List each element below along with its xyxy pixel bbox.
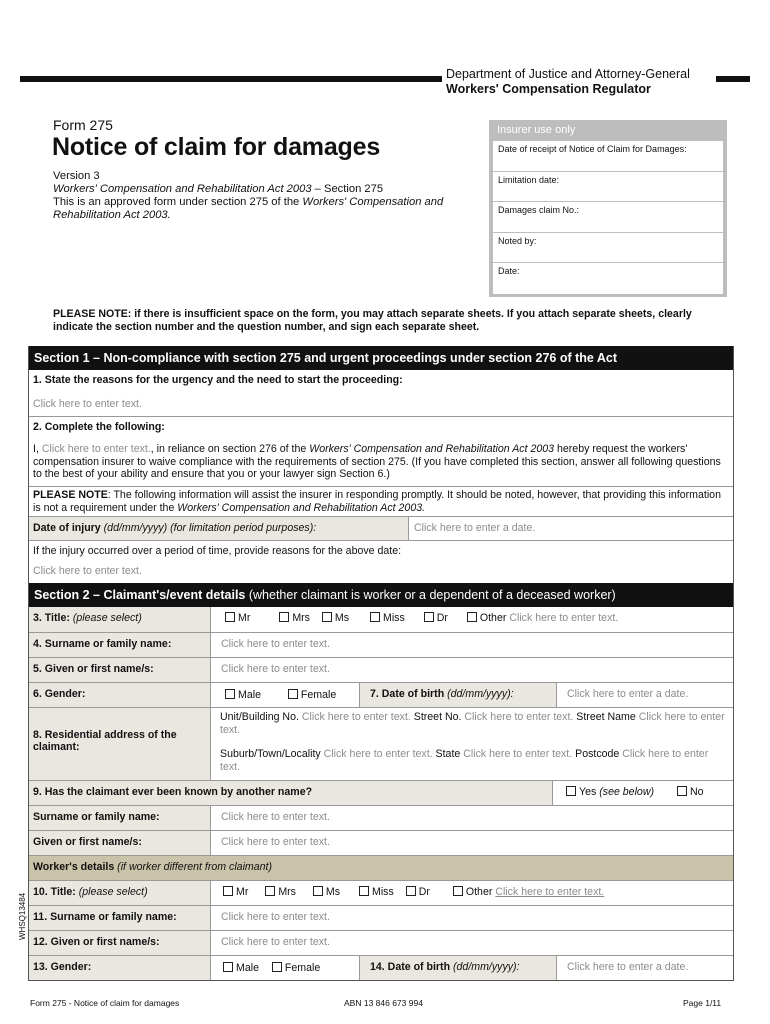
alt-surname-field[interactable]: Click here to enter text. xyxy=(221,811,330,823)
address-line-1: Unit/Building No. Click here to enter text. Street No. Click here to enter text. Street Name Click here to enter text. xyxy=(220,711,725,736)
alt-given-row xyxy=(29,830,733,855)
period-answer-row xyxy=(29,562,733,583)
please-note-banner: PLEASE NOTE: if there is insufficient space on the form, you may attach separate sheets. If you attach separate sheets, clearly indicate the section number and the question number, and sign each separate sheet. xyxy=(53,308,692,333)
period-row xyxy=(29,540,733,562)
footer-page-number: Page 1/11 xyxy=(683,998,722,1008)
insurer-field-date: Date: xyxy=(498,266,520,276)
footer-form-name: Form 275 - Notice of claim for damages xyxy=(30,998,180,1008)
street-name-field[interactable]: Click here to enter text. xyxy=(220,711,725,736)
worker-title-ms-checkbox[interactable]: Ms xyxy=(313,886,340,898)
q12-label-cell: 12. Given or first name/s: xyxy=(29,931,210,955)
insurer-field-noted-by: Noted by: xyxy=(493,233,723,264)
q4-cell xyxy=(210,633,733,657)
header-rule-left xyxy=(20,76,442,82)
q12-row xyxy=(29,930,733,955)
insurer-use-box xyxy=(489,120,727,297)
q4-row xyxy=(29,632,733,657)
q9-row xyxy=(29,780,733,805)
q10-label-cell: 10. Title: (please select) xyxy=(29,881,210,905)
q7-cell xyxy=(556,683,733,707)
q14-label-cell: 14. Date of birth (dd/mm/yyyy): xyxy=(359,956,556,980)
suburb-field[interactable]: Click here to enter text. xyxy=(323,748,433,760)
q9-options xyxy=(552,781,733,805)
note-row: PLEASE NOTE: The following information will assist the insurer in responding promptly. It should be noted, however, that providing this information is not a requirement under the Workers' Compensation and Rehabilitation Act 2003. xyxy=(29,486,733,516)
q2-label: 2. Complete the following: xyxy=(33,421,165,433)
section2-heading: Section 2 – Claimant's/event details (whether claimant is worker or a dependent of a deceased worker) xyxy=(29,583,733,607)
title-other-field[interactable]: Click here to enter text. xyxy=(509,612,619,624)
q8-address-cell xyxy=(210,708,733,780)
q2-name-field[interactable]: Click here to enter text. xyxy=(41,443,151,455)
act-line: Workers' Compensation and Rehabilitation Act 2003 – Section 275 xyxy=(53,183,384,195)
q6-label-cell: 6. Gender: xyxy=(29,683,210,707)
worker-title-mrs-checkbox[interactable]: Mrs xyxy=(265,886,296,898)
q11-row xyxy=(29,905,733,930)
surname-field[interactable]: Click here to enter text. xyxy=(221,638,330,650)
version-block xyxy=(53,170,463,222)
state-field[interactable]: Click here to enter text. xyxy=(463,748,573,760)
date-of-injury-cell xyxy=(408,517,733,540)
period-reason-field[interactable]: Click here to enter text. xyxy=(33,565,142,577)
worker-title-miss-checkbox[interactable]: Miss xyxy=(359,886,394,898)
page-title: Notice of claim for damages xyxy=(52,133,381,161)
period-label: If the injury occurred over a period of time, provide reasons for the above date: xyxy=(33,545,402,557)
worker-details-heading: Worker's details (if worker different from claimant) xyxy=(29,855,733,880)
address-line-2: Suburb/Town/Locality Click here to enter text. State Click here to enter text. Postcode Click here to enter text. xyxy=(220,748,709,773)
q6-gender-options xyxy=(210,683,359,707)
regulator-name: Workers' Compensation Regulator xyxy=(446,82,651,96)
q10-title-options xyxy=(210,881,733,905)
q2-row xyxy=(29,416,733,438)
worker-title-other-field[interactable]: Click here to enter text. xyxy=(495,886,605,898)
q1-answer-field[interactable]: Click here to enter text. xyxy=(33,398,142,410)
gender-male-checkbox[interactable]: Male xyxy=(225,689,261,701)
title-miss-checkbox[interactable]: Miss xyxy=(370,612,405,624)
q13-gender-options xyxy=(210,956,359,980)
q1-label: 1. State the reasons for the urgency and the need to start the proceeding: xyxy=(33,374,403,386)
title-dr-checkbox[interactable]: Dr xyxy=(424,612,448,624)
side-form-code: WHSQ13484 xyxy=(18,892,27,940)
q3-title-options xyxy=(210,607,733,632)
q8-label-cell: 8. Residential address of the claimant: xyxy=(29,708,210,780)
note-bold: PLEASE NOTE xyxy=(33,489,108,501)
worker-title-mr-checkbox[interactable]: Mr xyxy=(223,886,248,898)
worker-date-of-birth-field[interactable]: Click here to enter a date. xyxy=(567,961,689,973)
q9-label-cell: 9. Has the claimant ever been known by another name? xyxy=(29,781,552,805)
q5-row xyxy=(29,657,733,682)
worker-given-name-field[interactable]: Click here to enter text. xyxy=(221,936,330,948)
header-rule-right xyxy=(716,76,750,82)
q10-row xyxy=(29,880,733,905)
title-mr-checkbox[interactable]: Mr xyxy=(225,612,250,624)
insurer-field-receipt-date: Date of receipt of Notice of Claim for Damages: xyxy=(493,141,723,172)
q7-label-cell: 7. Date of birth (dd/mm/yyyy): xyxy=(359,683,556,707)
q6-row xyxy=(29,682,733,707)
q12-cell xyxy=(210,931,733,955)
q2-statement-row: I, Click here to enter text., in reliance on section 276 of the Workers' Compensation and Rehabilitation Act 2003 hereby request the workers' compensation insurer to waive compliance with the requirements of section 275. (If you have completed this section, answer all following questions to the best of your ability and ensure that you or your lawyer sign Section 6.) xyxy=(33,443,721,480)
title-mrs-checkbox[interactable]: Mrs xyxy=(279,612,310,624)
approved-line: This is an approved form under section 275 of the Workers' Compensation and Rehabilitation Act 2003. xyxy=(53,196,444,221)
alt-given-label-cell: Given or first name/s: xyxy=(29,831,210,855)
worker-gender-male-checkbox[interactable]: Male xyxy=(223,962,259,974)
given-name-field[interactable]: Click here to enter text. xyxy=(221,663,330,675)
q13-label-cell: 13. Gender: xyxy=(29,956,210,980)
insurer-field-claim-no: Damages claim No.: xyxy=(493,202,723,233)
q5-label-cell: 5. Given or first name/s: xyxy=(29,658,210,682)
insurer-box-fields xyxy=(493,141,723,294)
alt-given-field[interactable]: Click here to enter text. xyxy=(221,836,330,848)
gender-female-checkbox[interactable]: Female xyxy=(288,689,336,701)
street-no-field[interactable]: Click here to enter text. xyxy=(464,711,574,723)
alt-given-cell xyxy=(210,831,733,855)
title-ms-checkbox[interactable]: Ms xyxy=(322,612,349,624)
q5-cell xyxy=(210,658,733,682)
alt-surname-row xyxy=(29,805,733,830)
postcode-field[interactable]: Click here to enter text. xyxy=(220,748,709,773)
q1-answer-row xyxy=(29,394,733,416)
unit-field[interactable]: Click here to enter text. xyxy=(301,711,411,723)
claim-form-table xyxy=(28,346,734,981)
q11-cell xyxy=(210,906,733,930)
insurer-box-heading: Insurer use only xyxy=(497,124,576,136)
q3-row xyxy=(29,607,733,632)
worker-gender-female-checkbox[interactable]: Female xyxy=(272,962,320,974)
other-name-yes-checkbox[interactable]: Yes (see below) xyxy=(566,786,654,798)
worker-title-other-checkbox[interactable]: Other xyxy=(453,886,493,898)
q11-label-cell: 11. Surname or family name: xyxy=(29,906,210,930)
worker-surname-field[interactable]: Click here to enter text. xyxy=(221,911,330,923)
department-header xyxy=(446,67,690,97)
date-of-injury-label-cell: Date of injury (dd/mm/yyyy) (for limitation period purposes): xyxy=(29,517,408,540)
date-of-injury-field[interactable]: Click here to enter a date. xyxy=(414,522,536,534)
version-text: Version 3 xyxy=(53,170,100,182)
q8-row xyxy=(29,707,733,780)
insurer-field-limitation-date: Limitation date: xyxy=(493,172,723,203)
q1-row xyxy=(29,370,733,394)
alt-surname-cell xyxy=(210,806,733,830)
q13-row xyxy=(29,955,733,980)
footer-abn: ABN 13 846 673 994 xyxy=(344,998,423,1008)
title-other-checkbox[interactable]: Other xyxy=(467,612,507,624)
alt-surname-label-cell: Surname or family name: xyxy=(29,806,210,830)
date-of-injury-row xyxy=(29,516,733,540)
q4-label-cell: 4. Surname or family name: xyxy=(29,633,210,657)
form-number: Form 275 xyxy=(53,117,113,133)
other-name-no-checkbox[interactable]: No xyxy=(677,786,704,798)
date-of-birth-field[interactable]: Click here to enter a date. xyxy=(567,688,689,700)
department-name: Department of Justice and Attorney-General xyxy=(446,67,690,81)
section1-heading: Section 1 – Non-compliance with section 275 and urgent proceedings under section 276 of the Act xyxy=(29,346,733,370)
q14-cell xyxy=(556,956,733,980)
worker-title-dr-checkbox[interactable]: Dr xyxy=(406,886,430,898)
q3-label-cell: 3. Title: (please select) xyxy=(29,607,210,632)
